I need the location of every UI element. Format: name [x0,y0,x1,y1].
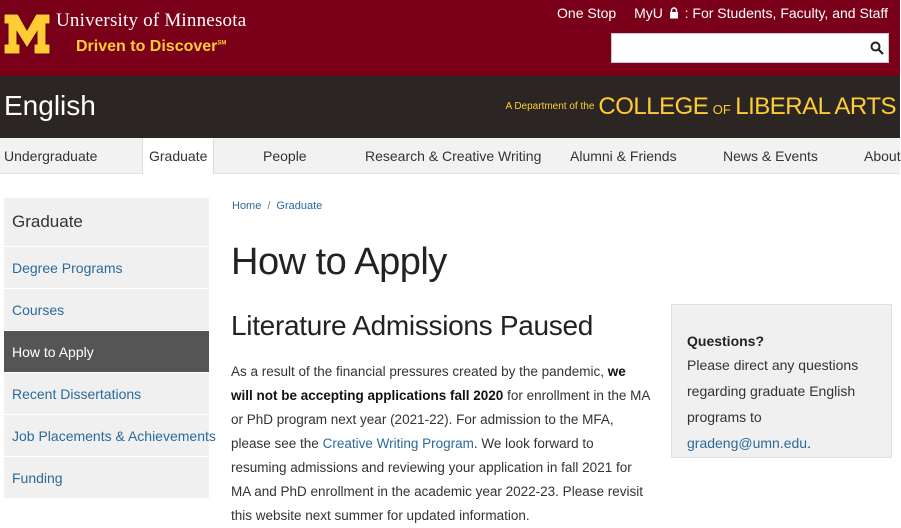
university-m-logo[interactable] [4,14,50,54]
nav-news-events[interactable]: News & Events [723,148,818,164]
tagline [76,38,226,56]
breadcrumb-separator: / [267,200,271,212]
admissions-paragraph [231,360,651,528]
college-prefix: A Department of the [505,101,595,112]
sidebar-item-how-to-apply[interactable]: How to Apply [4,330,209,372]
college-link[interactable] [505,93,896,121]
college-word2: LIBERAL ARTS [735,93,896,120]
search-input[interactable] [612,34,866,62]
sidebar-item-courses[interactable]: Courses [4,288,209,330]
questions-body: Please direct any questions regarding graduate English programs to [687,357,859,425]
creative-writing-link[interactable]: Creative Writing Program [322,436,474,451]
sidebar-item-recent-dissertations[interactable]: Recent Dissertations [4,372,209,414]
tagline-text: Driven to Discover [76,38,218,55]
sidebar [4,198,216,498]
sidebar-item-job-placements[interactable]: Job Placements & Achievements [4,414,209,456]
myu-link[interactable] [634,5,888,21]
sidebar-item-funding[interactable]: Funding [4,456,209,498]
sidebar-item-degree-programs[interactable]: Degree Programs [4,246,209,288]
para-part1: As a result of the financial pressures created by the pandemic, [231,364,608,379]
tagline-mark: SM [217,40,227,47]
nav-alumni-friends[interactable]: Alumni & Friends [570,148,677,164]
search-icon[interactable] [870,41,884,55]
page-title: How to Apply [231,241,447,283]
department-title[interactable]: English [4,90,96,121]
breadcrumb-home[interactable]: Home [232,200,262,212]
nav-about[interactable]: About [864,148,901,164]
university-header [0,0,900,76]
nav-undergraduate[interactable]: Undergraduate [4,148,98,164]
sidebar-heading[interactable]: Graduate [4,198,209,246]
university-name[interactable]: University of Minnesota [56,10,247,31]
questions-text [687,352,887,456]
questions-end: . [807,435,811,451]
lock-icon [669,7,679,19]
search-box [611,33,889,63]
myu-suffix: : For Students, Faculty, and Staff [684,5,888,21]
email-link[interactable]: gradeng@umn.edu [687,435,808,451]
one-stop-link[interactable]: One Stop [557,5,617,21]
para-bold: we will not be accepting applications fall 2020 [231,364,626,403]
department-bar [0,76,900,138]
section-title: Literature Admissions Paused [231,310,594,341]
para-part3: . We look forward to resuming admissions and reviewing your application in fall 2021 for MA and PhD enrollment in the academic year 2022-23. Please revisit this website next summer for updated information. [231,436,643,523]
nav-people[interactable]: People [263,148,307,164]
para-part2: for enrollment in the MA or PhD program next year (2021-22). For admission to the MFA, please see the [231,388,650,451]
college-word1: COLLEGE [598,93,709,120]
top-links [557,5,888,21]
breadcrumb [232,200,322,212]
questions-box [671,304,892,458]
questions-heading: Questions? [687,333,765,349]
myu-prefix: MyU [634,5,663,21]
main-nav [0,138,900,174]
nav-graduate[interactable]: Graduate [142,138,214,174]
nav-research-creative-writing[interactable]: Research & Creative Writing [365,148,542,164]
college-of: OF [712,102,731,117]
breadcrumb-graduate[interactable]: Graduate [276,200,323,212]
